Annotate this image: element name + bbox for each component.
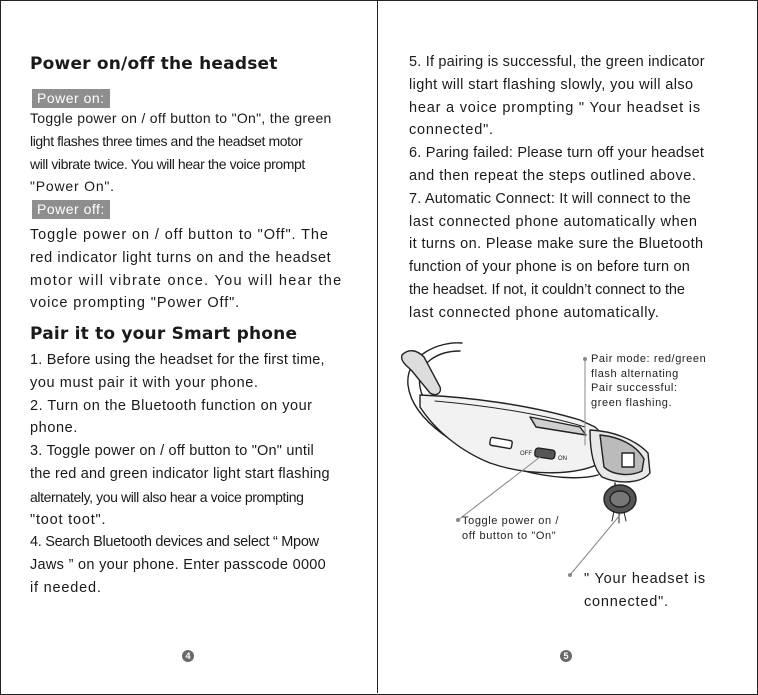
text-line: motor will vibrate once. You will hear the (30, 272, 343, 289)
text-line: the headset. If not, it couldn’t connect to the (409, 281, 685, 298)
power-on-text (30, 107, 352, 198)
callout-line: off button to "On" (462, 529, 557, 542)
callout-toggle (462, 514, 559, 543)
text-line: the red and green indicator light start flashing (30, 465, 330, 482)
text-line: function of your phone is on before turn on (409, 259, 691, 276)
callout-pair-mode (591, 352, 706, 410)
text-line: last connected phone automatically. (409, 304, 660, 321)
text-line: if needed. (30, 579, 102, 596)
switch-on-label: ON (558, 456, 567, 462)
page-divider (377, 0, 378, 693)
callout-line: green flashing. (591, 396, 673, 409)
callout-line: connected". (584, 594, 669, 610)
text-line: you must pair it with your phone. (30, 374, 259, 391)
text-line: voice prompting "Power Off". (30, 295, 241, 312)
text-line: light will start flashing slowly, you will also (409, 76, 694, 93)
power-heading: Power on/off the headset (30, 54, 278, 74)
text-line: alternately, you will also hear a voice prompting (30, 488, 304, 505)
callout-voice (584, 568, 706, 614)
right-steps (409, 51, 731, 325)
callout-line: flash alternating (591, 367, 679, 380)
text-line: red indicator light turns on and the headset (30, 249, 332, 266)
text-line: and then repeat the steps outlined above. (409, 167, 697, 184)
text-line: 5. If pairing is successful, the green indicator (409, 54, 705, 70)
text-line: 6. Paring failed: Please turn off your headset (409, 145, 705, 162)
pair-steps (30, 349, 352, 600)
page-number-right: 5 (560, 650, 572, 662)
text-line: 7. Automatic Connect: It will connect to the (409, 190, 692, 207)
text-line: will vibrate twice. You will hear the voice prompt (30, 155, 305, 172)
pair-heading: Pair it to your Smart phone (30, 324, 298, 344)
power-off-tag: Power off: (32, 200, 110, 219)
callout-line: Pair successful: (591, 382, 678, 394)
callout-line: Toggle power on / (462, 515, 560, 527)
text-line: 3. Toggle power on / off button to "On" until (30, 443, 314, 460)
text-line: Toggle power on / off button to "Off". The (30, 227, 329, 243)
text-line: it turns on. Please make sure the Bluetooth (409, 236, 704, 253)
page-number-left: 4 (182, 650, 194, 662)
callout-line: " Your headset is (584, 571, 706, 587)
power-off-text (30, 224, 352, 315)
text-line: Jaws ” on your phone. Enter passcode 0000 (30, 557, 327, 574)
text-line: 4. Search Bluetooth devices and select “ Mpow (30, 534, 319, 551)
text-line: "toot toot". (30, 511, 107, 528)
text-line: 2. Turn on the Bluetooth function on your (30, 397, 313, 414)
power-switch (534, 448, 555, 460)
text-line: connected". (409, 122, 494, 139)
text-line: last connected phone automatically when (409, 213, 698, 230)
text-line: hear a voice prompting " Your headset is (409, 99, 701, 116)
switch-off-label: OFF (520, 451, 532, 457)
text-line: phone. (30, 420, 78, 437)
text-line: "Power On". (30, 178, 115, 195)
callout-line: Pair mode: red/green (591, 353, 707, 365)
text-line: Toggle power on / off button to "On", the green (30, 110, 332, 126)
text-line: light flashes three times and the headset motor (30, 132, 303, 149)
text-line: 1. Before using the headset for the first time, (30, 352, 325, 368)
power-on-tag: Power on: (32, 89, 110, 108)
